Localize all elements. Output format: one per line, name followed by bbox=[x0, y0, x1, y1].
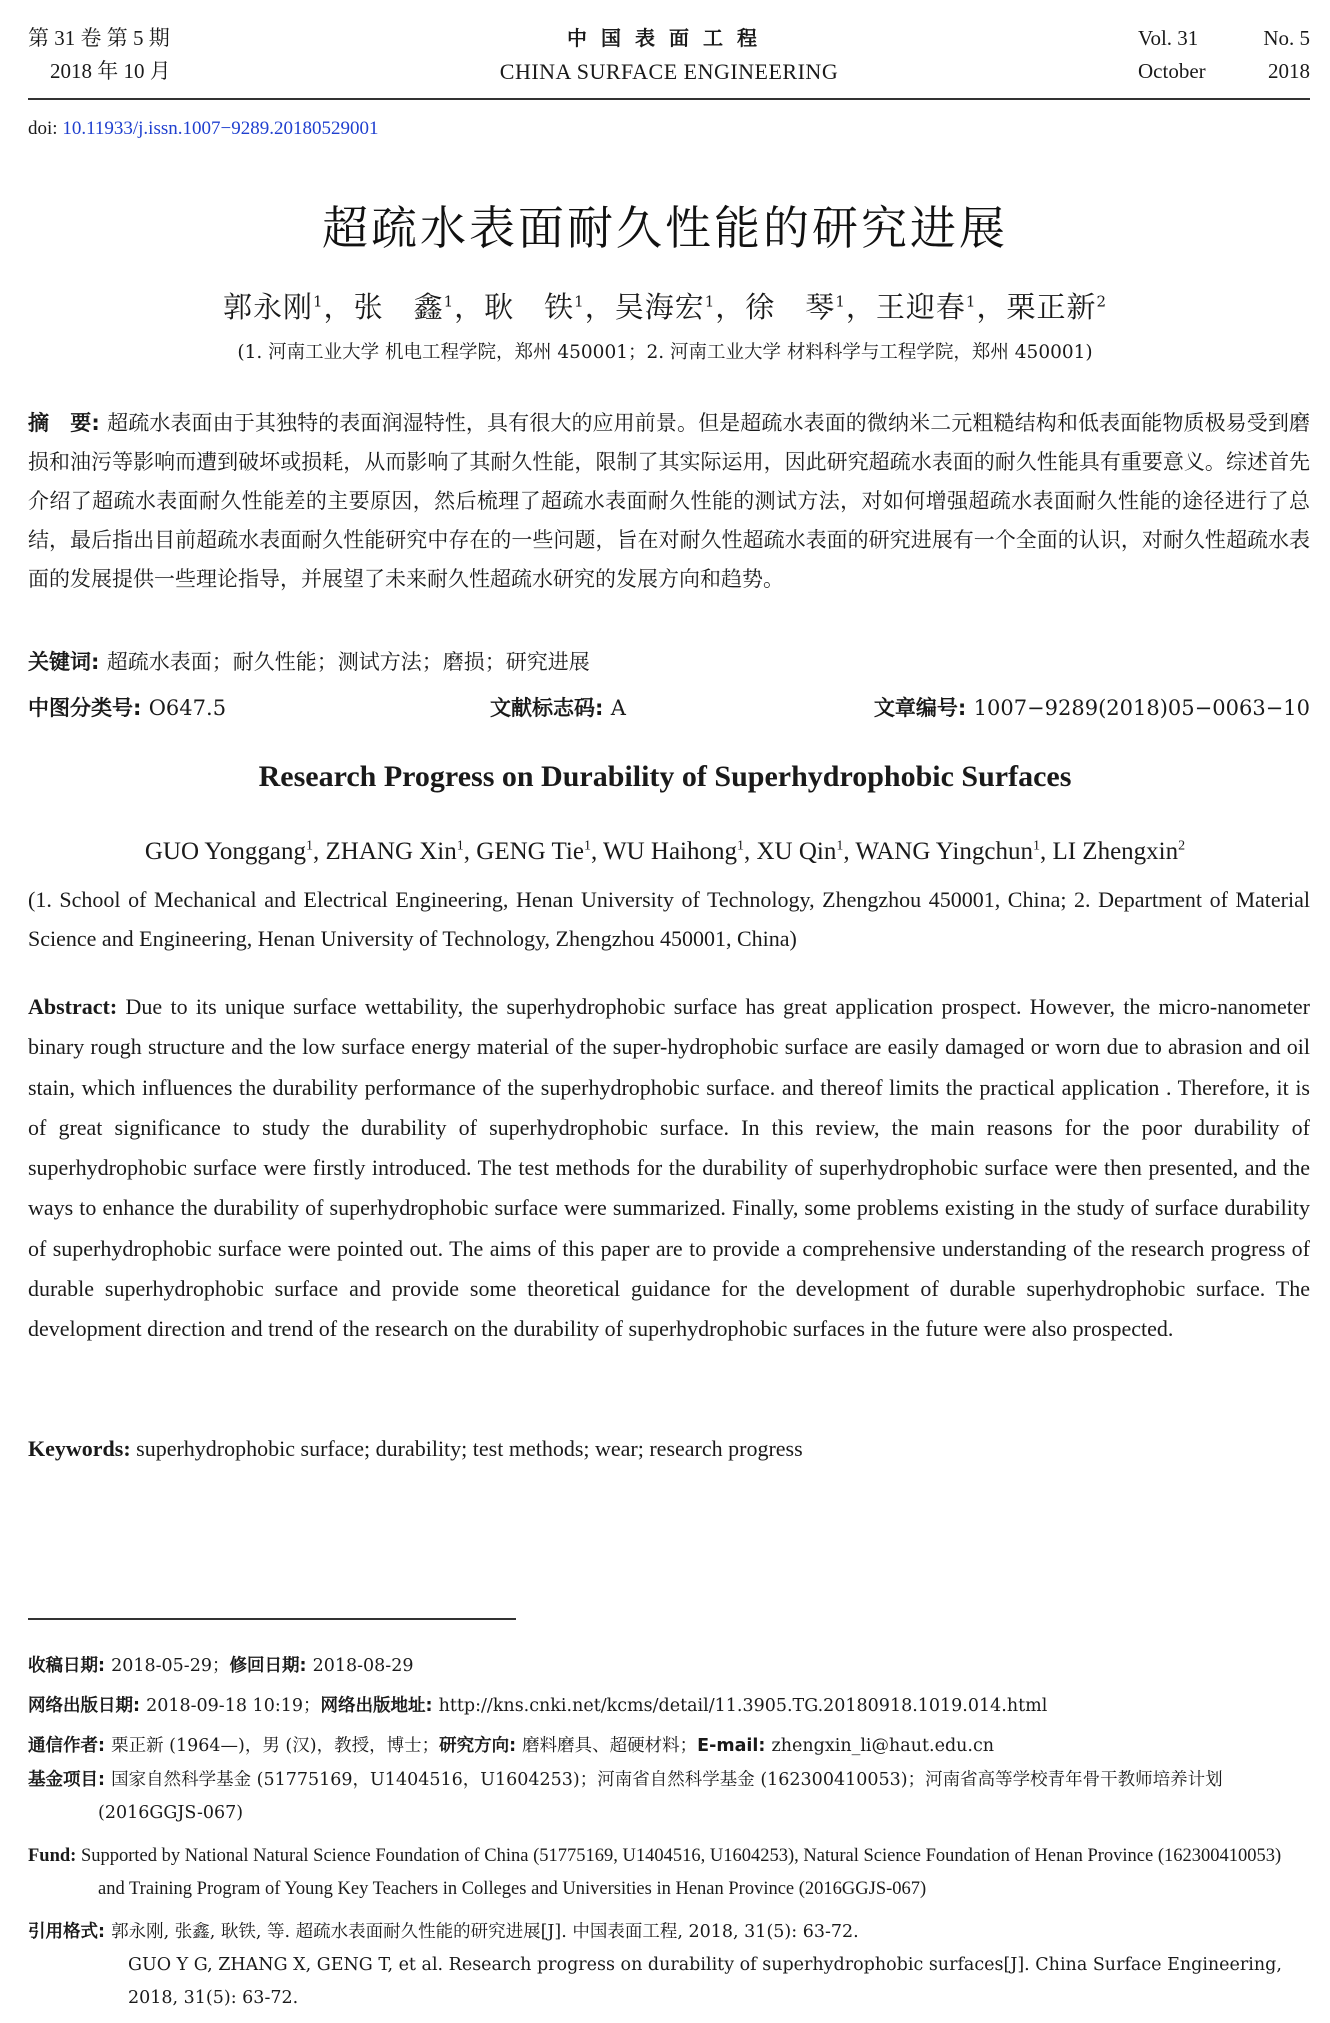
author-en: GUO Yonggang$^1$ bbox=[144, 838, 314, 865]
abstract-cn bbox=[28, 404, 1310, 599]
author-cn: 王迎春$^1$ bbox=[875, 290, 977, 324]
author-cn: 栗正新$^2$ bbox=[1006, 290, 1108, 324]
date-cn: 2018 年 10 月 bbox=[50, 59, 171, 83]
authors-cn: 郭永刚$^1$，张 鑫$^1$，耿 铁$^1$，吴海宏$^1$，徐 琴$^1$，王迎春$^1$，栗正新$^2$ bbox=[222, 290, 1108, 324]
fund-cn: 基金项目: 国家自然科学基金 (51775169，U1404516，U1604253)；河南省自然科学基金 (162300410053)；河南省高等学校青年骨干教师培养计划 (2016GGJS-067) bbox=[28, 1770, 1223, 1823]
journal-name bbox=[28, 22, 1310, 88]
title-cn: 超疏水表面耐久性能的研究进展 bbox=[322, 201, 1008, 255]
author-cn: 耿 铁$^1$ bbox=[484, 290, 585, 324]
issue-info-en bbox=[1138, 22, 1310, 88]
citation-en: GUO Y G, ZHANG X, GENG T, et al. Research progress on durability of superhydrophobic surfaces[J]. China Surface Engineering, 2018, 31(5): 63-72. bbox=[128, 1955, 1282, 2008]
authors-en: GUO Yonggang$^1$, ZHANG Xin$^1$, GENG Tie$^1$, WU Haihong$^1$, XU Qin$^1$, WANG Yingchun$^1$, LI Zhengxin$^2$ bbox=[144, 838, 1186, 865]
keywords-en-label: Keywords: bbox=[28, 1436, 137, 1461]
online-url-link[interactable]: http://kns.cnki.net/kcms/detail/11.3905.TG.20180918.1019.014.html bbox=[438, 1696, 1048, 1716]
document-code: 文献标志码: A bbox=[490, 696, 626, 720]
abstract-en-text: Due to its unique surface wettability, the superhydrophobic surface has great application prospect. However, the micro-nanometer binary rough structure and the low surface energy material of the super-hydrophobic surface are easily damaged or worn due to abrasion and oil stain, which influences the durability performance of the superhydrophobic surface. and thereof limits the practical application . Therefore, it is of great significance to study the durability of superhydrophobic surface. In this review, the main reasons for the poor durability of superhydrophobic surface were firstly introduced. The test methods for the durability of superhydrophobic surface were then presented, and the ways to enhance the durability of superhydrophobic surface were summarized. Finally, some problems existing in the study of surface durability of superhydrophobic surface were pointed out. The aims of this paper are to provide a comprehensive understanding of the research progress of durable superhydrophobic surface and provide some theoretical guidance for the development of durable superhydrophobic surface. The development direction and trend of the research on the durability of superhydrophobic surfaces in the future were also prospected. bbox=[28, 994, 1310, 1342]
page-header bbox=[28, 22, 1310, 92]
corresponding-author: 通信作者: 栗正新 (1964—)，男 (汉)，教授，博士；研究方向: 磨料磨具、超硬材料；E-mail: zhengxin_li@haut.edu.cn bbox=[28, 1736, 995, 1756]
journal-name-cn: 中国表面工程 bbox=[567, 26, 771, 50]
abstract-en-label: Abstract: bbox=[28, 994, 126, 1019]
header-rule bbox=[28, 98, 1310, 100]
online-publication: 网络出版日期: 2018-09-18 10:19；网络出版地址: http://kns.cnki.net/kcms/detail/11.3905.TG.20180918.1019.014.html bbox=[28, 1696, 1048, 1716]
month-en: October bbox=[1138, 59, 1206, 83]
author-en: WANG Yingchun$^1$ bbox=[855, 838, 1040, 865]
author-cn: 张 鑫$^1$ bbox=[353, 290, 455, 324]
citation-format bbox=[28, 1916, 1310, 2015]
fund-en: Fund: Supported by National Natural Science Foundation of China (51775169, U1404516, U1604253), Natural Science Foundation of Henan Province (162300410053) and Training Program of Young Key Teachers in Colleges and Universities in Henan Province (2016GGJS-067) bbox=[28, 1846, 1282, 1899]
abstract-cn-label: 摘 要: bbox=[28, 411, 108, 435]
affiliation-en: (1. School of Mechanical and Electrical Engineering, Henan University of Technology, Zhengzhou 450001, China; 2. Department of Material Science and Engineering, Henan University of Technology, Zhengzhou 450001, China) bbox=[28, 887, 1310, 951]
number-en: No. 5 bbox=[1263, 26, 1310, 50]
email-link[interactable]: zhengxin_li@haut.edu.cn bbox=[771, 1736, 995, 1756]
author-en: WU Haihong$^1$ bbox=[603, 838, 744, 865]
affiliation-cn: (1. 河南工业大学 机电工程学院，郑州 450001；2. 河南工业大学 材料科学与工程学院，郑州 450001) bbox=[237, 342, 1093, 363]
received-dates: 收稿日期: 2018-05-29；修回日期: 2018-08-29 bbox=[28, 1656, 414, 1676]
article-number: 文章编号: 1007−9289(2018)05−0063−10 bbox=[873, 696, 1310, 720]
year-en: 2018 bbox=[1268, 59, 1310, 83]
doi-line bbox=[28, 118, 378, 140]
author-cn: 吴海宏$^1$ bbox=[614, 290, 716, 324]
abstract-cn-text: 超疏水表面由于其独特的表面润湿特性，具有很大的应用前景。但是超疏水表面的微纳米二元粗糙结构和低表面能物质极易受到磨损和油污等影响而遭到破坏或损耗，从而影响了其耐久性能，限制了其实际运用，因此研究超疏水表面的耐久性能具有重要意义。综述首先介绍了超疏水表面耐久性能差的主要原因，然后梳理了超疏水表面耐久性能的测试方法，对如何增强超疏水表面耐久性能的途径进行了总结，最后指出目前超疏水表面耐久性能研究中存在的一些问题，旨在对耐久性超疏水表面的研究进展有一个全面的认识，对耐久性超疏水表面的发展提供一些理论指导，并展望了未来耐久性超疏水研究的发展方向和趋势。 bbox=[28, 411, 1310, 591]
keywords-cn bbox=[28, 646, 590, 676]
journal-name-en: CHINA SURFACE ENGINEERING bbox=[499, 59, 839, 84]
author-cn: 郭永刚$^1$ bbox=[222, 290, 324, 324]
author-cn: 徐 琴$^1$ bbox=[745, 290, 846, 324]
author-en: LI Zhengxin$^2$ bbox=[1052, 838, 1186, 865]
abstract-en bbox=[28, 987, 1310, 1350]
keywords-en-text: superhydrophobic surface; durability; test methods; wear; research progress bbox=[136, 1436, 803, 1461]
volume-issue-cn: 第 31 卷 第 5 期 bbox=[28, 26, 170, 50]
volume-en: Vol. 31 bbox=[1138, 26, 1199, 50]
doi-link[interactable]: 10.11933/j.issn.1007−9289.20180529001 bbox=[62, 118, 379, 139]
author-en: XU Qin$^1$ bbox=[756, 838, 844, 865]
author-en: GENG Tie$^1$ bbox=[476, 838, 591, 865]
keywords-en bbox=[28, 1436, 803, 1462]
clc-number: 中图分类号: O647.5 bbox=[28, 696, 227, 720]
keywords-cn-label: 关键词: bbox=[28, 650, 107, 674]
footnote-rule bbox=[28, 1618, 516, 1620]
author-en: ZHANG Xin$^1$ bbox=[325, 838, 464, 865]
keywords-cn-text: 超疏水表面；耐久性能；测试方法；磨损；研究进展 bbox=[106, 650, 590, 674]
doi-label: doi: bbox=[28, 118, 63, 139]
title-en: Research Progress on Durability of Superhydrophobic Surfaces bbox=[258, 760, 1072, 793]
citation-cn: 引用格式: 郭永刚, 张鑫, 耿铁, 等. 超疏水表面耐久性能的研究进展[J]. 中国表面工程, 2018, 31(5): 63-72. bbox=[28, 1922, 859, 1942]
